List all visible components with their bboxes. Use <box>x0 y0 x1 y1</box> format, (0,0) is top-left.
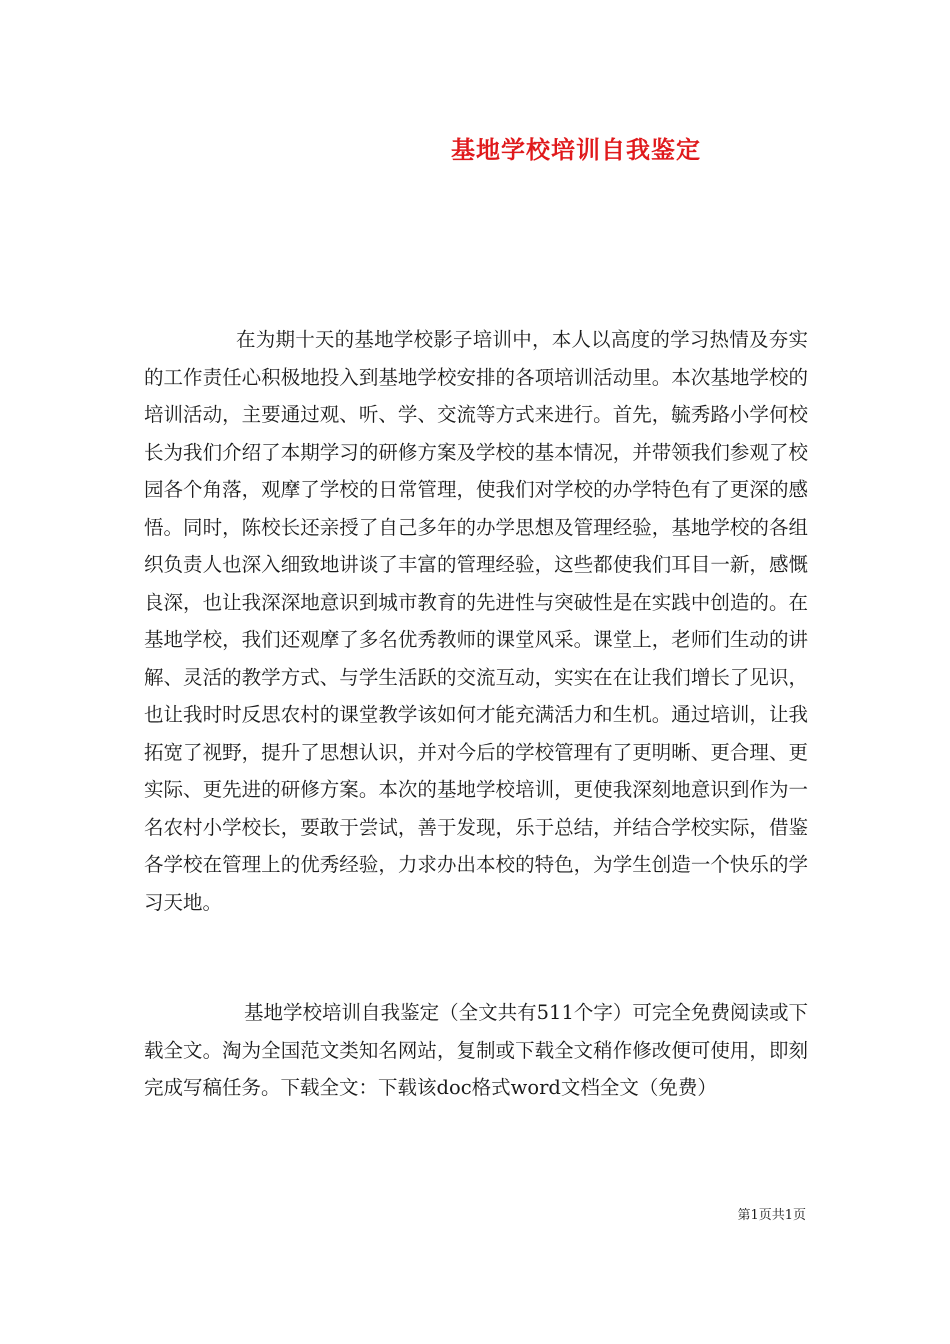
page-number-footer: 第1页共1页 <box>737 1208 806 1223</box>
download-note-paragraph: 基地学校培训自我鉴定（全文共有511个字）可完全免费阅读或下载全文。淘为全国范文类知名网站，复制或下载全文稍作修改便可使用，即刻完成写稿任务。下载全文：下载该doc格式word文档全文（免费） <box>144 1001 808 1099</box>
body-paragraph: 在为期十天的基地学校影子培训中，本人以高度的学习热情及夯实的工作责任心积极地投入到基地学校安排的各项培训活动里。本次基地学校的培训活动，主要通过观、听、学、交流等方式来进行。首先，毓秀路小学何校长为我们介绍了本期学习的研修方案及学校的基本情况，并带领我们参观了校园各个角落，观摩了学校的日常管理，使我们对学校的办学特色有了更深的感悟。同时，陈校长还亲授了自己多年的办学思想及管理经验，基地学校的各组织负责人也深入细致地讲谈了丰富的管理经验，这些都使我们耳目一新，感慨良深，也让我深深地意识到城市教育的先进性与突破性是在实践中创造的。在基地学校，我们还观摩了多名优秀教师的课堂风采。课堂上，老师们生动的讲解、灵活的教学方式、与学生活跃的交流互动，实实在在让我们增长了见识，也让我时时反思农村的课堂教学该如何才能充满活力和生机。通过培训，让我拓宽了视野，提升了思想认识，并对今后的学校管理有了更明晰、更合理、更实际、更先进的研修方案。本次的基地学校培训，更使我深刻地意识到作为一名农村小学校长，要敢于尝试，善于发现，乐于总结，并结合学校实际，借鉴各学校在管理上的优秀经验，力求办出本校的特色，为学生创造一个快乐的学习天地。 <box>144 328 808 914</box>
page-title: 基地学校培训自我鉴定 <box>451 135 701 164</box>
